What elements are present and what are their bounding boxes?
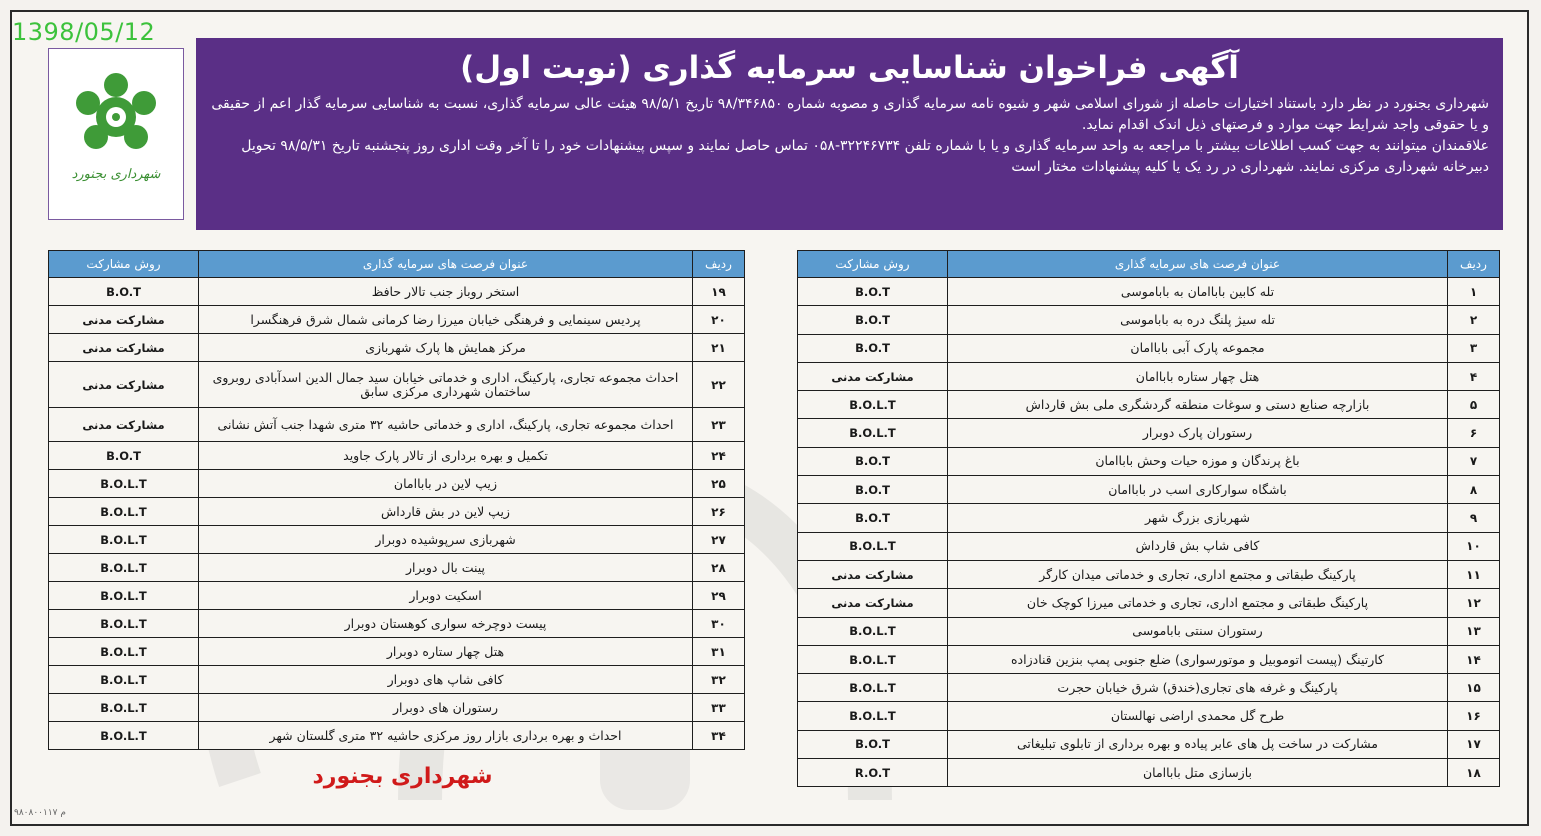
row-number: ۳ xyxy=(1448,334,1500,362)
opportunity-title: پارکینگ طبقاتی و مجتمع اداری، تجاری و خدماتی میدان کارگر xyxy=(948,560,1448,588)
table-row xyxy=(49,666,745,694)
municipality-logo xyxy=(48,48,184,220)
table-row xyxy=(49,554,745,582)
row-number: ۶ xyxy=(1448,419,1500,447)
opportunity-title: باغ پرندگان و موزه حیات وحش باباامان xyxy=(948,447,1448,475)
table-row xyxy=(798,560,1500,588)
col-header-row: ردیف xyxy=(1448,251,1500,278)
row-number: ۱۵ xyxy=(1448,674,1500,702)
row-number: ۵ xyxy=(1448,391,1500,419)
participation-method: مشارکت مدنی xyxy=(798,362,948,390)
opportunity-title: پارکینگ و غرفه های تجاری(خندق) شرق خیابان حجرت xyxy=(948,674,1448,702)
participation-method: B.O.T xyxy=(798,334,948,362)
table-row xyxy=(798,702,1500,730)
row-number: ۲۱ xyxy=(693,334,745,362)
row-number: ۲۴ xyxy=(693,442,745,470)
participation-method: B.O.L.T xyxy=(49,666,199,694)
table-row xyxy=(798,504,1500,532)
logo-caption: شهرداری بجنورد xyxy=(71,167,161,182)
opportunity-title: رستوران سنتی باباموسی xyxy=(948,617,1448,645)
participation-method: B.O.L.T xyxy=(49,638,199,666)
row-number: ۱۸ xyxy=(1448,759,1500,787)
opportunity-title: رستوران پارک دوبرار xyxy=(948,419,1448,447)
table-row xyxy=(49,582,745,610)
table-row xyxy=(798,447,1500,475)
opportunity-title: احداث مجموعه تجاری، پارکینگ، اداری و خدماتی خیابان سید جمال الدین اسدآبادی روبروی ساختمان شهرداری مرکزی سابق xyxy=(199,362,693,408)
table-row xyxy=(49,306,745,334)
participation-method: B.O.L.T xyxy=(49,554,199,582)
table-row xyxy=(798,617,1500,645)
row-number: ۲۹ xyxy=(693,582,745,610)
row-number: ۹ xyxy=(1448,504,1500,532)
row-number: ۱۱ xyxy=(1448,560,1500,588)
participation-method: B.O.L.T xyxy=(49,498,199,526)
opportunity-title: باشگاه سوارکاری اسب در باباامان xyxy=(948,476,1448,504)
opportunity-title: شهربازی سرپوشیده دوبرار xyxy=(199,526,693,554)
participation-method: R.O.T xyxy=(798,759,948,787)
participation-method: مشارکت مدنی xyxy=(49,408,199,442)
opportunity-title: مشارکت در ساخت پل های عابر پیاده و بهره برداری از تابلوی تبلیغاتی xyxy=(948,730,1448,758)
participation-method: B.O.L.T xyxy=(49,610,199,638)
table-row xyxy=(798,362,1500,390)
table-row xyxy=(798,532,1500,560)
opportunity-title: پردیس سینمایی و فرهنگی خیابان میرزا رضا کرمانی شمال شرق فرهنگسرا xyxy=(199,306,693,334)
row-number: ۳۳ xyxy=(693,694,745,722)
col-header-title: عنوان فرصت های سرمایه گذاری xyxy=(199,251,693,278)
edge-code: م ۹۸۰۸۰۰۱۱۷ xyxy=(14,808,66,818)
opportunity-title: کافی شاپ های دوبرار xyxy=(199,666,693,694)
participation-method: B.O.L.T xyxy=(798,391,948,419)
table-header-row xyxy=(798,251,1500,278)
table-row xyxy=(798,589,1500,617)
row-number: ۲۲ xyxy=(693,362,745,408)
table-row xyxy=(798,419,1500,447)
participation-method: مشارکت مدنی xyxy=(49,306,199,334)
row-number: ۲ xyxy=(1448,306,1500,334)
participation-method: مشارکت مدنی xyxy=(49,362,199,408)
notice-header xyxy=(196,38,1503,230)
row-number: ۲۷ xyxy=(693,526,745,554)
participation-method: B.O.T xyxy=(798,278,948,306)
opportunity-title: احداث و بهره برداری بازار روز مرکزی حاشیه ۳۲ متری گلستان شهر xyxy=(199,722,693,750)
participation-method: B.O.T xyxy=(49,278,199,306)
opportunity-title: شهربازی بزرگ شهر xyxy=(948,504,1448,532)
col-header-method: روش مشارکت xyxy=(798,251,948,278)
table-row xyxy=(49,278,745,306)
opportunity-title: رستوران های دوبرار xyxy=(199,694,693,722)
opportunity-title: پیست دوچرخه سواری کوهستان دوبرار xyxy=(199,610,693,638)
table-row xyxy=(798,730,1500,758)
row-number: ۱۶ xyxy=(1448,702,1500,730)
participation-method: مشارکت مدنی xyxy=(798,560,948,588)
participation-method: B.O.T xyxy=(798,730,948,758)
row-number: ۳۴ xyxy=(693,722,745,750)
table-row xyxy=(798,645,1500,673)
participation-method: B.O.L.T xyxy=(798,645,948,673)
col-header-method: روش مشارکت xyxy=(49,251,199,278)
row-number: ۱۲ xyxy=(1448,589,1500,617)
opportunity-title: مرکز همایش ها پارک شهربازی xyxy=(199,334,693,362)
participation-method: B.O.T xyxy=(798,504,948,532)
row-number: ۸ xyxy=(1448,476,1500,504)
participation-method: B.O.L.T xyxy=(798,419,948,447)
table-row xyxy=(49,638,745,666)
row-number: ۱۳ xyxy=(1448,617,1500,645)
col-header-row: ردیف xyxy=(693,251,745,278)
participation-method: B.O.T xyxy=(798,476,948,504)
municipality-flower-emblem-icon xyxy=(70,71,162,163)
col-header-title: عنوان فرصت های سرمایه گذاری xyxy=(948,251,1448,278)
notice-paragraph-2: علاقمندان میتوانند به جهت کسب اطلاعات بیشتر با مراجعه به واحد سرمایه گذاری و یا با شماره تلفن ۳۲۲۴۶۷۳۴-۰۵۸ تماس حاصل نمایند و سپس پیشنهادات خود را تا آخر وقت اداری روز پنجشنبه تاریخ ۹۸/۵/۳۱ تحویل دبیرخانه شهرداری مرکزی نمایند. شهرداری در رد یک یا کلیه پیشنهادات مختار است xyxy=(241,138,1489,175)
table-row xyxy=(798,334,1500,362)
row-number: ۱۰ xyxy=(1448,532,1500,560)
opportunity-title: احداث مجموعه تجاری، پارکینگ، اداری و خدماتی حاشیه ۳۲ متری شهدا جنب آتش نشانی xyxy=(199,408,693,442)
table-row xyxy=(49,722,745,750)
participation-method: B.O.L.T xyxy=(49,582,199,610)
participation-method: B.O.T xyxy=(49,442,199,470)
participation-method: B.O.L.T xyxy=(49,470,199,498)
opportunity-title: استخر روباز جنب تالار حافظ xyxy=(199,278,693,306)
opportunity-title: زیپ لاین در بش قارداش xyxy=(199,498,693,526)
table-row xyxy=(798,476,1500,504)
participation-method: B.O.L.T xyxy=(798,532,948,560)
table-row xyxy=(49,362,745,408)
notice-title: آگهی فراخوان شناسایی سرمایه گذاری (نوبت اول) xyxy=(460,50,1239,86)
table-row xyxy=(798,278,1500,306)
table-row xyxy=(798,759,1500,787)
opportunity-title: تکمیل و بهره برداری از تالار پارک جاوید xyxy=(199,442,693,470)
row-number: ۲۶ xyxy=(693,498,745,526)
participation-method: مشارکت مدنی xyxy=(798,589,948,617)
opportunity-title: بازارچه صنایع دستی و سوغات منطقه گردشگری ملی بش قارداش xyxy=(948,391,1448,419)
participation-method: B.O.L.T xyxy=(49,526,199,554)
table-row xyxy=(49,442,745,470)
opportunity-title: طرح گل محمدی اراضی نهالستان xyxy=(948,702,1448,730)
opportunity-title: اسکیت دوبرار xyxy=(199,582,693,610)
row-number: ۲۸ xyxy=(693,554,745,582)
row-number: ۲۳ xyxy=(693,408,745,442)
participation-method: B.O.T xyxy=(798,306,948,334)
participation-method: B.O.L.T xyxy=(49,694,199,722)
row-number: ۳۲ xyxy=(693,666,745,694)
row-number: ۱ xyxy=(1448,278,1500,306)
participation-method: B.O.L.T xyxy=(49,722,199,750)
opportunity-title: تله کابین باباامان به باباموسی xyxy=(948,278,1448,306)
table-row xyxy=(798,674,1500,702)
opportunity-title: کافی شاپ بش قارداش xyxy=(948,532,1448,560)
row-number: ۷ xyxy=(1448,447,1500,475)
opportunity-title: پارکینگ طبقاتی و مجتمع اداری، تجاری و خدماتی میرزا کوچک خان xyxy=(948,589,1448,617)
table-row xyxy=(49,470,745,498)
date-stamp: 1398/05/12 xyxy=(12,18,156,46)
opportunity-title: زیپ لاین در باباامان xyxy=(199,470,693,498)
participation-method: B.O.T xyxy=(798,447,948,475)
row-number: ۱۷ xyxy=(1448,730,1500,758)
table-row xyxy=(49,526,745,554)
left-opportunities-table xyxy=(48,250,745,750)
table-row xyxy=(49,334,745,362)
table-row xyxy=(49,694,745,722)
row-number: ۴ xyxy=(1448,362,1500,390)
row-number: ۱۴ xyxy=(1448,645,1500,673)
row-number: ۱۹ xyxy=(693,278,745,306)
opportunity-title: کارتینگ (پیست اتوموبیل و موتورسواری) ضلع جنوبی پمپ بنزین قنادزاده xyxy=(948,645,1448,673)
opportunity-title: هتل چهار ستاره باباامان xyxy=(948,362,1448,390)
row-number: ۲۵ xyxy=(693,470,745,498)
row-number: ۲۰ xyxy=(693,306,745,334)
notice-paragraph-1: شهرداری بجنورد در نظر دارد باستناد اختیارات حاصله از شورای اسلامی شهر و شیوه نامه سرمایه گذاری و مصوبه شماره ۹۸/۳۴۶۸۵۰ تاریخ ۹۸/۵/۱ هیئت عالی سرمایه گذاری، نسبت به شناسایی سرمایه گذار اعم از حقیقی و یا حقوقی واجد شرایط جهت موارد و فرصتهای ذیل اندک اقدام نماید. xyxy=(211,96,1489,133)
right-opportunities-table xyxy=(797,250,1500,787)
opportunity-title: مجموعه پارک آبی باباامان xyxy=(948,334,1448,362)
table-row xyxy=(798,391,1500,419)
table-row xyxy=(798,306,1500,334)
opportunity-title: بازسازی متل باباامان xyxy=(948,759,1448,787)
table-header-row xyxy=(49,251,745,278)
participation-method: B.O.L.T xyxy=(798,617,948,645)
opportunity-title: تله سیژ پلنگ دره به باباموسی xyxy=(948,306,1448,334)
row-number: ۳۰ xyxy=(693,610,745,638)
footer-signature: شهرداری بجنورد xyxy=(312,764,493,789)
participation-method: مشارکت مدنی xyxy=(49,334,199,362)
opportunity-title: پینت بال دوبرار xyxy=(199,554,693,582)
table-row xyxy=(49,408,745,442)
participation-method: B.O.L.T xyxy=(798,674,948,702)
row-number: ۳۱ xyxy=(693,638,745,666)
table-row xyxy=(49,498,745,526)
table-row xyxy=(49,610,745,638)
opportunity-title: هتل چهار ستاره دوبرار xyxy=(199,638,693,666)
participation-method: B.O.L.T xyxy=(798,702,948,730)
